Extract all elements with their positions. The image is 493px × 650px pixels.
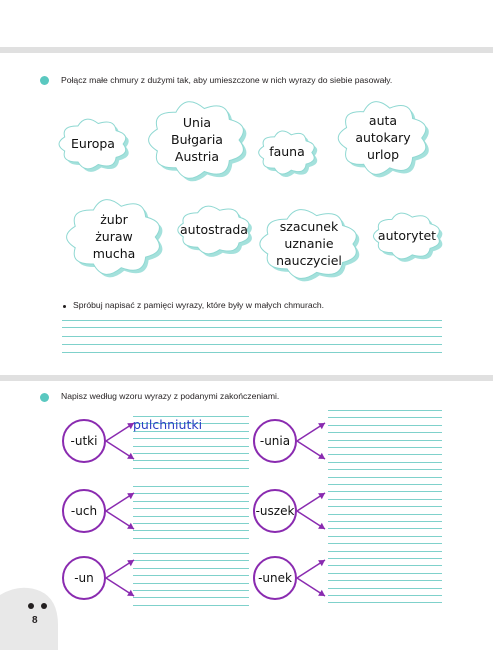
cloud-word: żubr [100,211,128,227]
ending-circle [62,556,106,600]
cloud-word: fauna [269,144,305,159]
cloud-word: Bułgaria [171,131,223,147]
cloud-word: auta [368,112,398,128]
ending-label: -uch [70,504,98,518]
eye-icon [41,603,47,609]
cloud-word: Europa [71,135,115,151]
cloud-word: Austria [174,148,220,164]
instruction-2: Napisz według wzoru wyrazy z podanymi zakończeniami. [61,391,280,401]
ending-circle [62,489,106,533]
subtask-instruction: Spróbuj napisać z pamięci wyrazy, które były w małych chmurach. [73,300,325,310]
cloud-word: szacunek [279,218,339,234]
example-word: pulchniutki [133,417,203,432]
cloud-word: mucha [92,245,136,261]
instruction-1: Połącz małe chmury z dużymi tak, aby umieszczone w nich wyrazy do siebie pasowały. [61,75,393,85]
ending-label: -unia [259,434,291,448]
page-number: 8 [32,615,38,626]
ending-label: -un [74,571,94,585]
ending-circle [253,556,297,600]
ending-circle [253,419,297,463]
cloud-word: urlop [366,146,400,162]
cloud-word: żuraw [95,228,133,244]
ending-label: -utki [70,434,98,448]
ending-label: -uszek [255,504,295,518]
ending-circle [253,489,297,533]
cloud-word: autostrada [180,221,248,237]
ending-label: -unek [258,571,292,585]
ending-circle [62,419,106,463]
cloud-word: Unia [182,114,212,130]
cloud-word: uznanie [284,235,334,251]
cloud-word: autokary [355,129,411,145]
eye-icon [28,603,34,609]
corner-decoration [0,585,60,650]
cloud-word: autorytet [377,227,437,243]
cloud-word: nauczyciel [276,252,342,268]
